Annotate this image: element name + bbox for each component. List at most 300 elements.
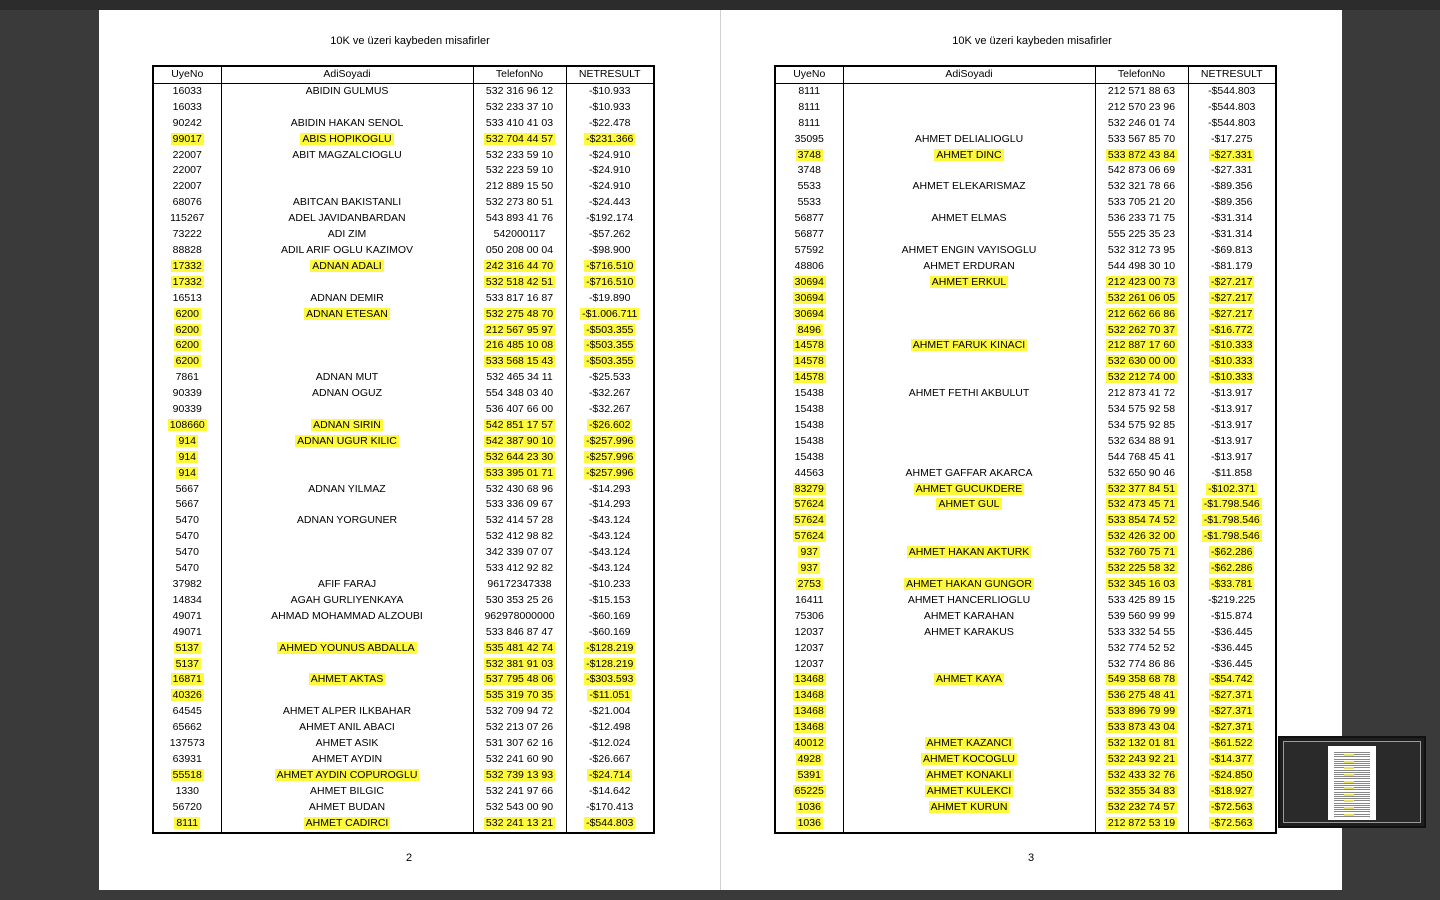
cell-netresult: [566, 784, 654, 800]
cell-text: -$13.917: [1211, 434, 1253, 447]
cell-telefonno: [1095, 354, 1188, 370]
cell-text: 533 425 89 15: [1107, 593, 1176, 606]
cell-text: 15438: [794, 450, 824, 463]
cell-netresult: [1188, 768, 1276, 784]
table-row: [775, 116, 1276, 132]
cell-text: 544 768 45 41: [1107, 450, 1176, 463]
cell-text: 216 485 10 08: [485, 339, 554, 352]
cell-text: 050 208 00 04: [485, 243, 554, 256]
table-row: [153, 529, 654, 545]
cell-text: 40012: [794, 737, 824, 750]
table-row: [775, 545, 1276, 561]
cell-telefonno: [473, 370, 566, 386]
table-row: [153, 625, 654, 641]
cell-text: 532 273 80 51: [485, 196, 554, 209]
cell-uyeno: [775, 163, 843, 179]
thumbnail-line: [1334, 792, 1370, 793]
table-row: [775, 259, 1276, 275]
cell-telefonno: [473, 641, 566, 657]
cell-netresult: [1188, 688, 1276, 704]
cell-adisoyadi: [221, 132, 473, 148]
cell-text: -$27.371: [1211, 705, 1253, 718]
cell-text: 212 889 15 50: [485, 180, 554, 193]
cell-uyeno: [775, 482, 843, 498]
cell-telefonno: [473, 83, 566, 99]
cell-text: -$31.314: [1211, 212, 1253, 225]
cell-text: -$61.522: [1211, 737, 1253, 750]
cell-text: 532 262 70 37: [1107, 323, 1176, 336]
cell-text: ADNAN UGUR KILIC: [297, 434, 397, 447]
cell-uyeno: [153, 625, 221, 641]
cell-text: -$257.996: [586, 434, 634, 447]
cell-telefonno: [473, 450, 566, 466]
cell-text: 5667: [175, 482, 199, 495]
cell-text: 532 473 45 71: [1107, 498, 1176, 511]
cell-netresult: [1188, 307, 1276, 323]
cell-adisoyadi: [221, 816, 473, 833]
cell-text: AHMET AYDIN COPUROGLU: [276, 768, 418, 781]
table-row: [153, 418, 654, 434]
table-row: [153, 402, 654, 418]
cell-uyeno: [775, 688, 843, 704]
cell-text: 14578: [794, 355, 824, 368]
cell-text: -$14.293: [589, 482, 631, 495]
table-row: [775, 100, 1276, 116]
cell-netresult: [566, 243, 654, 259]
cell-telefonno: [473, 720, 566, 736]
cell-adisoyadi: [221, 672, 473, 688]
cell-telefonno: [473, 195, 566, 211]
cell-netresult: [1188, 609, 1276, 625]
guest-loss-table: [774, 65, 1277, 834]
cell-text: 531 307 62 16: [485, 737, 554, 750]
cell-netresult: [1188, 577, 1276, 593]
cell-text: 212 571 88 63: [1107, 84, 1176, 97]
cell-adisoyadi: [221, 450, 473, 466]
cell-telefonno: [1095, 704, 1188, 720]
cell-text: -$11.051: [589, 689, 631, 702]
cell-telefonno: [473, 148, 566, 164]
cell-netresult: [1188, 259, 1276, 275]
cell-text: 57624: [794, 530, 824, 543]
cell-netresult: [566, 418, 654, 434]
cell-text: 532 412 98 82: [485, 530, 554, 543]
cell-adisoyadi: [221, 163, 473, 179]
cell-text: 5470: [175, 546, 199, 559]
cell-text: -$33.781: [1211, 578, 1253, 590]
cell-adisoyadi: [221, 784, 473, 800]
cell-text: 530 353 25 26: [485, 593, 554, 606]
cell-text: -$503.355: [586, 339, 634, 352]
cell-netresult: [566, 720, 654, 736]
cell-uyeno: [153, 752, 221, 768]
cell-text: ADNAN YORGUNER: [296, 514, 398, 527]
cell-adisoyadi: [843, 275, 1095, 291]
table-row: [153, 545, 654, 561]
cell-text: 533 873 43 04: [1107, 721, 1176, 734]
cell-telefonno: [1095, 577, 1188, 593]
cell-uyeno: [775, 513, 843, 529]
cell-uyeno: [153, 163, 221, 179]
cell-adisoyadi: [843, 593, 1095, 609]
cell-adisoyadi: [843, 768, 1095, 784]
cell-text: AHMET HANCERLIOGLU: [907, 593, 1031, 606]
cell-netresult: [1188, 434, 1276, 450]
cell-uyeno: [775, 323, 843, 339]
cell-text: -$10.333: [1211, 339, 1253, 352]
cell-telefonno: [473, 704, 566, 720]
cell-adisoyadi: [221, 752, 473, 768]
cell-text: 14578: [794, 371, 824, 384]
cell-uyeno: [775, 83, 843, 99]
cell-text: 5470: [175, 562, 199, 575]
cell-text: 15438: [794, 434, 824, 447]
cell-netresult: [1188, 450, 1276, 466]
cell-adisoyadi: [843, 195, 1095, 211]
cell-text: 30694: [794, 291, 824, 304]
table-row: [153, 100, 654, 116]
cell-text: 96172347338: [487, 578, 552, 590]
cell-text: 533 336 09 67: [485, 498, 554, 511]
cell-uyeno: [775, 227, 843, 243]
cell-text: 532 634 88 91: [1107, 434, 1176, 447]
cell-uyeno: [153, 211, 221, 227]
cell-telefonno: [1095, 816, 1188, 833]
header-adisoyadi: AdiSoyadi: [221, 66, 473, 83]
cell-text: 5470: [175, 530, 199, 543]
cell-text: ADNAN OGUZ: [311, 387, 382, 400]
cell-netresult: [1188, 132, 1276, 148]
cell-text: -$192.174: [586, 212, 634, 225]
cell-text: 532 312 73 95: [1107, 243, 1176, 256]
cell-text: 532 261 06 05: [1107, 291, 1176, 304]
cell-text: -$10.333: [1211, 371, 1253, 384]
table-row: [775, 577, 1276, 593]
cell-netresult: [1188, 338, 1276, 354]
table-row: [775, 83, 1276, 99]
cell-netresult: [566, 816, 654, 833]
cell-text: -$13.917: [1211, 387, 1253, 400]
cell-telefonno: [1095, 784, 1188, 800]
cell-telefonno: [1095, 227, 1188, 243]
cell-text: 1330: [175, 784, 199, 797]
table-row: [775, 672, 1276, 688]
cell-text: 83279: [794, 482, 824, 495]
cell-telefonno: [1095, 132, 1188, 148]
page-thumbnail-panel[interactable]: [1278, 736, 1426, 828]
cell-uyeno: [153, 386, 221, 402]
cell-uyeno: [775, 784, 843, 800]
cell-uyeno: [153, 482, 221, 498]
table-row: [775, 402, 1276, 418]
cell-text: -$303.593: [586, 673, 634, 686]
cell-text: -$54.742: [1211, 673, 1253, 686]
cell-uyeno: [153, 816, 221, 833]
cell-uyeno: [775, 593, 843, 609]
table-row: [775, 593, 1276, 609]
cell-text: -$13.917: [1211, 450, 1253, 463]
header-netresult: NETRESULT: [566, 66, 654, 83]
cell-text: 12037: [794, 641, 824, 654]
cell-netresult: [1188, 83, 1276, 99]
cell-adisoyadi: [221, 497, 473, 513]
cell-text: 533 817 16 87: [485, 291, 554, 304]
cell-uyeno: [153, 497, 221, 513]
cell-adisoyadi: [221, 641, 473, 657]
cell-text: 65662: [172, 721, 202, 734]
header-uyeno: UyeNo: [775, 66, 843, 83]
page-number: 3: [1027, 852, 1035, 864]
cell-text: 22007: [172, 180, 202, 193]
cell-text: AHMET KAZANCI: [926, 737, 1012, 750]
cell-netresult: [566, 275, 654, 291]
cell-netresult: [566, 657, 654, 673]
cell-netresult: [1188, 275, 1276, 291]
cell-text: AHMET KURUN: [930, 800, 1008, 813]
cell-text: 532 225 58 32: [1107, 562, 1176, 575]
cell-netresult: [1188, 561, 1276, 577]
cell-text: ADEL JAVIDANBARDAN: [288, 212, 406, 225]
cell-telefonno: [473, 593, 566, 609]
table-row: [153, 116, 654, 132]
cell-netresult: [1188, 641, 1276, 657]
thumbnail-page-preview[interactable]: [1328, 746, 1376, 820]
cell-netresult: [566, 704, 654, 720]
cell-telefonno: [473, 482, 566, 498]
cell-text: 22007: [172, 148, 202, 161]
cell-text: 242 316 44 70: [485, 259, 554, 272]
cell-adisoyadi: [221, 195, 473, 211]
thumbnail-line: [1334, 785, 1370, 786]
cell-adisoyadi: [221, 291, 473, 307]
cell-uyeno: [153, 561, 221, 577]
cell-netresult: [1188, 195, 1276, 211]
cell-uyeno: [775, 609, 843, 625]
table-row: [775, 243, 1276, 259]
cell-text: 3748: [797, 148, 821, 161]
cell-text: 212 662 66 86: [1107, 307, 1176, 320]
cell-text: 1036: [797, 800, 821, 813]
cell-text: -$17.275: [1211, 132, 1253, 145]
cell-adisoyadi: [843, 625, 1095, 641]
cell-netresult: [1188, 386, 1276, 402]
thumbnail-line: [1334, 752, 1370, 753]
cell-telefonno: [473, 338, 566, 354]
table-row: [775, 195, 1276, 211]
cell-text: 536 407 66 00: [485, 403, 554, 416]
cell-text: 57624: [794, 514, 824, 527]
cell-uyeno: [775, 768, 843, 784]
cell-text: -$257.996: [586, 466, 634, 479]
cell-text: 48806: [794, 259, 824, 272]
cell-netresult: [566, 291, 654, 307]
table-row: [775, 513, 1276, 529]
cell-text: 90242: [172, 116, 202, 129]
cell-text: 532 381 91 03: [485, 657, 554, 670]
page-thumbnail[interactable]: [1283, 741, 1421, 823]
cell-text: 533 332 54 55: [1107, 625, 1176, 638]
cell-uyeno: [153, 657, 221, 673]
cell-adisoyadi: [221, 275, 473, 291]
table-row: [153, 148, 654, 164]
cell-text: ABIDIN HAKAN SENOL: [290, 116, 404, 129]
cell-text: -$81.179: [1211, 259, 1253, 272]
cell-adisoyadi: [843, 83, 1095, 99]
cell-adisoyadi: [843, 561, 1095, 577]
cell-text: AFIF FARAJ: [317, 578, 377, 590]
cell-text: 532 774 52 52: [1107, 641, 1176, 654]
cell-text: -$27.217: [1211, 275, 1253, 288]
cell-text: -$544.803: [1208, 100, 1256, 113]
cell-netresult: [1188, 402, 1276, 418]
cell-text: 532 345 16 03: [1107, 578, 1176, 590]
cell-adisoyadi: [221, 148, 473, 164]
cell-text: 212 570 23 96: [1107, 100, 1176, 113]
cell-netresult: [1188, 116, 1276, 132]
table-row: [775, 307, 1276, 323]
thumbnail-line: [1334, 816, 1370, 817]
cell-adisoyadi: [221, 609, 473, 625]
cell-text: 90339: [172, 387, 202, 400]
cell-text: 532 212 74 00: [1107, 371, 1176, 384]
cell-telefonno: [1095, 609, 1188, 625]
cell-uyeno: [775, 466, 843, 482]
cell-adisoyadi: [221, 736, 473, 752]
cell-adisoyadi: [221, 529, 473, 545]
cell-adisoyadi: [221, 657, 473, 673]
cell-text: -$27.371: [1211, 721, 1253, 734]
cell-text: 56877: [794, 228, 824, 241]
cell-text: 542 387 90 10: [485, 434, 554, 447]
cell-telefonno: [473, 323, 566, 339]
cell-text: -$15.874: [1211, 609, 1253, 622]
table-row: [775, 497, 1276, 513]
cell-uyeno: [153, 307, 221, 323]
cell-text: 532 246 01 74: [1107, 116, 1176, 129]
cell-text: 532 650 90 46: [1107, 466, 1176, 479]
cell-uyeno: [775, 434, 843, 450]
cell-adisoyadi: [843, 434, 1095, 450]
cell-text: AHMED YOUNUS ABDALLA: [279, 641, 415, 654]
cell-adisoyadi: [221, 211, 473, 227]
cell-text: 914: [178, 466, 197, 479]
cell-text: AHMET GUL: [938, 498, 1000, 511]
cell-text: 17332: [172, 275, 202, 288]
cell-text: 12037: [794, 625, 824, 638]
cell-adisoyadi: [843, 466, 1095, 482]
cell-text: AGAH GURLIYENKAYA: [290, 593, 404, 606]
cell-text: 532 321 78 66: [1107, 180, 1176, 193]
cell-text: -$11.858: [1211, 466, 1253, 479]
cell-netresult: [566, 370, 654, 386]
table-row: [153, 672, 654, 688]
table-row: [775, 323, 1276, 339]
cell-text: 532 644 23 30: [485, 450, 554, 463]
cell-text: 64545: [172, 705, 202, 718]
cell-text: 4928: [797, 752, 821, 765]
cell-telefonno: [1095, 338, 1188, 354]
cell-text: 5533: [797, 180, 821, 193]
cell-netresult: [1188, 545, 1276, 561]
table-row: [775, 625, 1276, 641]
cell-adisoyadi: [843, 736, 1095, 752]
cell-adisoyadi: [221, 688, 473, 704]
thumbnail-line: [1334, 765, 1370, 766]
cell-adisoyadi: [843, 307, 1095, 323]
cell-text: ABITCAN BAKISTANLI: [292, 196, 402, 209]
table-row: [153, 688, 654, 704]
cell-uyeno: [775, 497, 843, 513]
cell-text: 68076: [172, 196, 202, 209]
cell-uyeno: [775, 418, 843, 434]
cell-netresult: [1188, 704, 1276, 720]
cell-text: -$13.917: [1211, 418, 1253, 431]
table-row: [153, 641, 654, 657]
cell-adisoyadi: [843, 227, 1095, 243]
cell-adisoyadi: [843, 211, 1095, 227]
cell-text: -$503.355: [586, 323, 634, 336]
cell-text: 65225: [794, 784, 824, 797]
table-row: [775, 450, 1276, 466]
cell-netresult: [566, 641, 654, 657]
cell-telefonno: [473, 466, 566, 482]
cell-text: 532 430 68 96: [485, 482, 554, 495]
cell-telefonno: [473, 402, 566, 418]
cell-uyeno: [153, 132, 221, 148]
cell-text: 12037: [794, 657, 824, 670]
cell-text: -$170.413: [586, 800, 634, 813]
cell-telefonno: [1095, 402, 1188, 418]
cell-adisoyadi: [843, 497, 1095, 513]
cell-uyeno: [775, 816, 843, 833]
cell-text: -$16.772: [1211, 323, 1253, 336]
cell-telefonno: [473, 179, 566, 195]
cell-adisoyadi: [221, 227, 473, 243]
cell-text: 13468: [794, 721, 824, 734]
cell-telefonno: [473, 768, 566, 784]
cell-adisoyadi: [843, 450, 1095, 466]
cell-telefonno: [473, 784, 566, 800]
cell-telefonno: [473, 736, 566, 752]
cell-uyeno: [775, 132, 843, 148]
cell-text: 57624: [794, 498, 824, 511]
cell-adisoyadi: [221, 116, 473, 132]
header-telefonno: TelefonNo: [1095, 66, 1188, 83]
cell-text: -$36.445: [1211, 657, 1253, 670]
cell-telefonno: [1095, 482, 1188, 498]
cell-text: AHMET GUCUKDERE: [915, 482, 1023, 495]
cell-adisoyadi: [221, 243, 473, 259]
cell-text: -$57.262: [589, 228, 631, 241]
cell-text: -$716.510: [586, 259, 634, 272]
thumbnail-line: [1334, 809, 1370, 810]
cell-text: AHMET BUDAN: [308, 800, 386, 813]
table-row: [153, 816, 654, 833]
cell-text: -$43.124: [589, 514, 631, 527]
cell-text: -$24.443: [589, 196, 631, 209]
cell-adisoyadi: [843, 148, 1095, 164]
cell-text: 56877: [794, 212, 824, 225]
cell-netresult: [566, 800, 654, 816]
cell-uyeno: [775, 354, 843, 370]
cell-telefonno: [1095, 657, 1188, 673]
cell-adisoyadi: [843, 641, 1095, 657]
cell-text: 532 233 59 10: [485, 148, 554, 161]
cell-adisoyadi: [221, 704, 473, 720]
cell-text: -$544.803: [586, 816, 634, 829]
cell-text: -$89.356: [1211, 180, 1253, 193]
cell-text: AHMET DELIALIOGLU: [914, 132, 1024, 145]
